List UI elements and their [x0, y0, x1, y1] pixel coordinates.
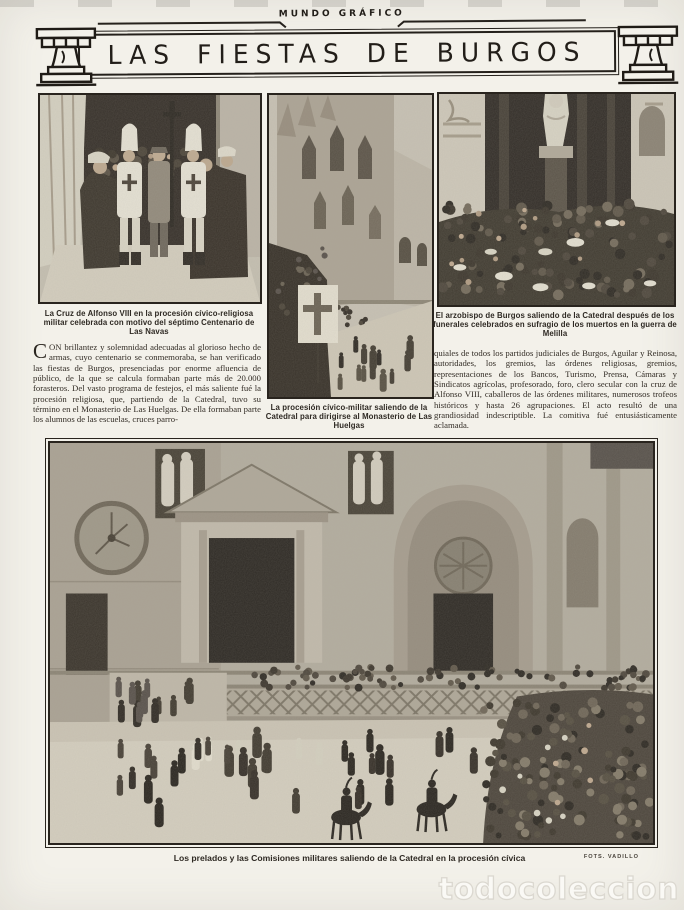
caption-photo-left: La Cruz de Alfonso VIII en la procesión cívico-religiosa militar celebrada con motivo del séptimo Centenario de Las Navas	[43, 309, 255, 337]
page-header	[0, 0, 684, 97]
caption-photo-middle: La procesión cívico-militar saliendo de la Catedral para dirigirse al Monasterio de Las Huelgas	[265, 403, 433, 431]
article-column-right: quiales de todos los partidos judiciales de Burgos, Aguilar y Reinosa, autoridades, los gremios, las órdenes religiosas, gremios, representaciones de los Bancos, Turismo, Prensa, Cámaras y Sindicatos agrícolas, profesorado, foro, clero secular con la cruz de Alfonso VIII, caballeros de las órdenes militares, numerosos trofeos históricos y hasta 26 agrupaciones. El acto resultó de una grandiosidad indescriptible. La comitiva fué entusiásticamente aclamada.	[434, 348, 677, 431]
article-column-left-text: ON brillantez y solemnidad adecuadas al glorioso hecho de armas, cuyo centenario se conmemoraba, se han verificado las fiestas de Burgos, presenciadas por enorme afluencia de público, de la que se calcula formaban parte más de 20.000 forasteros. Del vasto programa de festejos, el más saliente fué la procesión religiosa, que, partiendo de la Catedral, tuvo su término en el Monasterio de Las Huelgas. De ella formaban parte los alumnos de las escuelas, cruces parro-	[33, 342, 261, 425]
caption-photo-bottom: Los prelados y las Comisiones militares saliendo de la Catedral en la procesión cívica	[173, 853, 526, 863]
drop-cap: C	[33, 339, 48, 363]
article-column-left	[33, 339, 261, 425]
column-capital-ornament-right	[616, 25, 680, 89]
page-title: LAS FIESTAS DE BURGOS	[107, 36, 587, 70]
photo-plaza-procession	[48, 441, 655, 845]
todocoleccion-watermark: todocoleccion	[438, 872, 679, 907]
bottom-caption-row	[48, 853, 651, 863]
masthead-title: MUNDO GRÁFICO	[278, 8, 405, 20]
column-capital-ornament-left	[34, 27, 98, 91]
photo-cross-of-alfonso	[38, 93, 262, 304]
caption-photo-right: El arzobispo de Burgos saliendo de la Catedral después de los funerales celebrados en sufragio de los muertos en la guerra de Melilla	[433, 311, 677, 339]
photo-credit: FOTS. VADILLO	[583, 854, 639, 860]
title-banner	[78, 30, 616, 76]
photo-procession-cathedral	[267, 93, 434, 399]
photo-archbishop-crowd	[437, 92, 676, 307]
